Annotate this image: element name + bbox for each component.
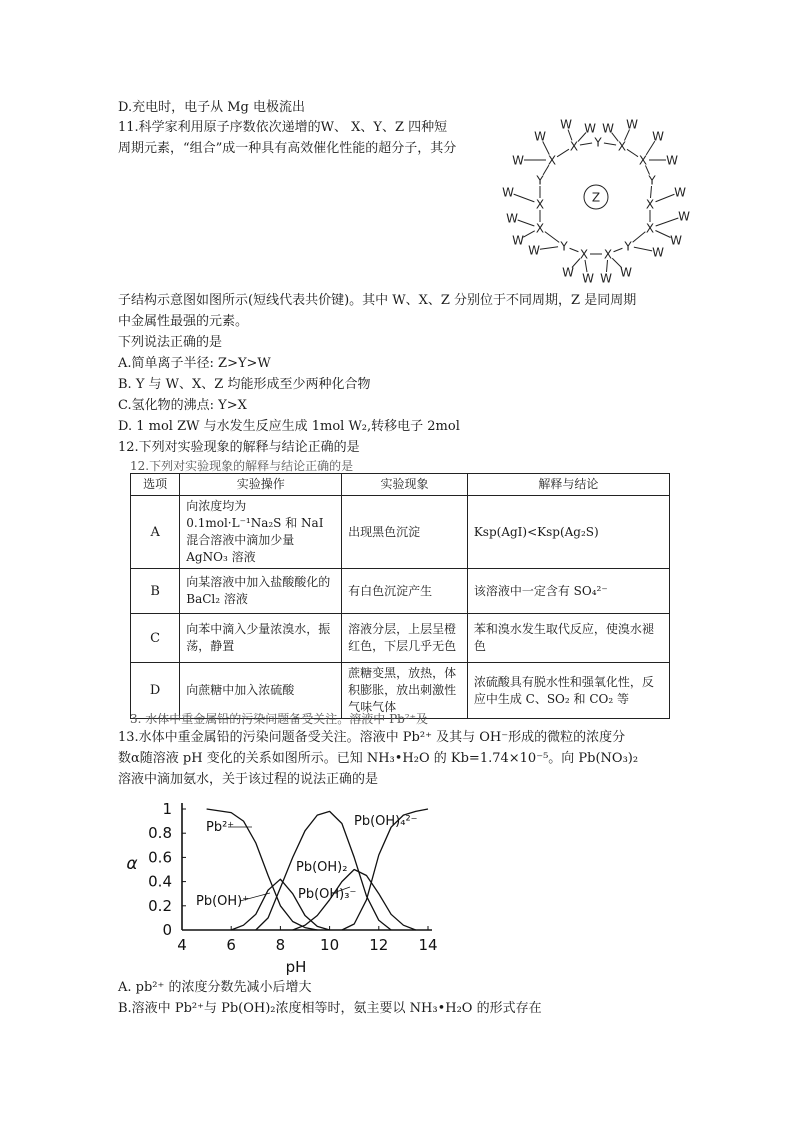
atom-x-label: X (569, 139, 579, 154)
row-phenomenon: 有白色沉淀产生 (342, 569, 468, 614)
row-phenomenon: 溶液分层，上层呈橙红色，下层几乎无色 (342, 614, 468, 663)
atom-w-label: W (584, 121, 596, 136)
table-header-row (131, 474, 670, 496)
row-option: D (131, 663, 180, 719)
q11-option-a: A.简单离子半径: Z>Y>W (118, 356, 271, 371)
bond-line (656, 218, 679, 226)
bond-line (518, 220, 535, 226)
series-label: Pb²⁺ (206, 820, 235, 835)
y-tick-label: 1 (162, 800, 172, 818)
q10-option-d: D.充电时，电子从 Mg 电极流出 (118, 100, 305, 115)
series-label: Pb(OH)₂ (296, 860, 348, 875)
q13-stem-line3: 溶液中滴加氨水，关于该过程的说法正确的是 (118, 772, 379, 787)
atom-y-label: Y (648, 173, 656, 188)
atom-x-label: X (535, 197, 545, 212)
atom-w-label: W (502, 185, 514, 200)
header-conclusion: 解释与结论 (467, 474, 669, 496)
atom-w-label: W (670, 233, 682, 248)
series-label: Pb(OH)₃⁻ (298, 887, 357, 902)
y-axis-label: α (126, 854, 138, 874)
atom-w-label: W (600, 271, 612, 286)
series-label: Pb(OH)₄²⁻ (354, 814, 418, 829)
atom-w-label: W (620, 265, 632, 280)
atom-w-label: W (652, 245, 664, 260)
bond-line (604, 143, 616, 145)
q13-option-a: A. pb²⁺ 的浓度分数先减小后增大 (118, 980, 312, 995)
row-conclusion: 浓硫酸具有脱水性和强氧化性，反应中生成 C、SO₂ 和 CO₂ 等 (467, 663, 669, 719)
q11-option-c: C.氢化物的沸点: Y>X (118, 398, 247, 413)
bond-line (634, 247, 652, 251)
atom-w-label: W (562, 265, 574, 280)
header-phenomenon: 实验现象 (342, 474, 468, 496)
atom-z-label: Z (591, 190, 601, 205)
atom-x-label: X (535, 221, 545, 236)
atom-x-label: X (638, 153, 648, 168)
row-operation: 向某溶液中加入盐酸酸化的 BaCl₂ 溶液 (180, 569, 342, 614)
atom-x-label: X (603, 247, 613, 262)
q13-stem-line2: 数α随溶液 pH 变化的关系如图所示。已知 NH₃•H₂O 的 Kb=1.74×10⁻⁵。向 Pb(NO₃)₂ (118, 751, 639, 766)
y-tick-label: 0.6 (148, 848, 172, 867)
bond-line (570, 248, 579, 252)
atom-w-label: W (678, 209, 690, 224)
series-label: Pb(OH)⁺ (196, 894, 250, 909)
atom-y-label: Y (536, 173, 544, 188)
table-row (131, 614, 670, 663)
row-conclusion: Ksp(AgI)<Ksp(Ag₂S) (467, 496, 669, 569)
atom-w-label: W (506, 211, 518, 226)
q11-stem-line4: 中金属性最强的元素。 (118, 314, 249, 329)
row-option: B (131, 569, 180, 614)
table-cut-bottom-text: 3. 水体中重金属铅的污染问题备受关注。溶液中 Pb²⁺及 (130, 712, 428, 726)
header-operation: 实验操作 (180, 474, 342, 496)
q11-prompt: 下列说法正确的是 (118, 335, 223, 350)
bond-line (585, 260, 587, 272)
bond-line (656, 194, 675, 202)
atom-w-label: W (582, 271, 594, 286)
atom-w-label: W (674, 185, 686, 200)
x-tick-label: 6 (226, 936, 236, 954)
bond-line (627, 149, 638, 156)
atom-w-label: W (512, 153, 524, 168)
row-conclusion: 该溶液中一定含有 SO₄²⁻ (467, 569, 669, 614)
table-row (131, 496, 670, 569)
bond-line (614, 248, 623, 252)
row-option: C (131, 614, 180, 663)
x-tick-label: 12 (369, 936, 389, 954)
atom-y-label: Y (594, 135, 602, 150)
y-tick-label: 0.4 (148, 872, 172, 891)
atom-w-label: W (652, 129, 664, 144)
bond-line (580, 143, 592, 145)
q13-option-b: B.溶液中 Pb²⁺与 Pb(OH)₂浓度相等时，氨主要以 NH₃•H₂O 的形式存在 (118, 1001, 542, 1016)
bond-line (655, 231, 670, 238)
atom-w-label: W (512, 233, 524, 248)
table-cut-top-text: 12.下列对实验现象的解释与结论正确的是 (130, 459, 354, 473)
supramolecule-diagram (500, 112, 700, 284)
y-tick-label: 0.8 (148, 824, 172, 843)
bond-line (633, 232, 646, 242)
q11-stem-line1: 11.科学家利用原子序数依次递增的W、 X、Y、Z 四种短 (118, 120, 448, 135)
row-conclusion: 苯和溴水发生取代反应，使溴水褪色 (467, 614, 669, 663)
atom-y-label: Y (560, 239, 568, 254)
x-tick-label: 10 (320, 936, 340, 954)
row-operation: 向苯中滴入少量浓溴水，振荡，静置 (180, 614, 342, 663)
row-operation: 向蔗糖中加入浓硫酸 (180, 663, 342, 719)
atom-x-label: X (579, 247, 589, 262)
y-tick-label: 0 (162, 921, 172, 939)
pb-species-chart (124, 797, 440, 975)
x-axis-label: pH (285, 958, 307, 976)
x-tick-label: 4 (177, 936, 187, 954)
experiment-table (130, 473, 670, 726)
atom-w-label: W (666, 153, 678, 168)
atom-w-label: W (534, 129, 546, 144)
y-tick-label: 0.2 (148, 896, 172, 915)
bond-line (557, 149, 569, 157)
atom-x-label: X (645, 221, 655, 236)
bond-line (540, 247, 558, 249)
q13-stem-line1: 13.水体中重金属铅的污染问题备受关注。溶液中 Pb²⁺ 及其与 OH⁻形成的微粒的浓度分 (118, 730, 626, 745)
q12-stem: 12.下列对实验现象的解释与结论正确的是 (118, 440, 360, 455)
q11-stem-line3: 子结构示意图如图所示(短线代表共价键)。其中 W、X、Z 分别位于不同周期，Z 是同周期 (118, 293, 637, 308)
table-row (131, 569, 670, 614)
atom-w-label: W (528, 243, 540, 258)
bond-line (650, 186, 651, 198)
atom-x-label: X (617, 139, 627, 154)
atom-x-label: X (645, 197, 655, 212)
row-phenomenon: 蔗糖变黑，放热，体积膨胀，放出刺激性气味气体 (342, 663, 468, 719)
q11-stem-line2: 周期元素，“组合”成一种具有高效催化性能的超分子，其分 (118, 141, 457, 156)
q11-option-b: B. Y 与 W、X、Z 均能形成至少两种化合物 (118, 377, 371, 392)
atom-x-label: X (547, 153, 557, 168)
header-option: 选项 (131, 474, 180, 496)
bond-line (514, 194, 535, 202)
atom-w-label: W (560, 117, 572, 132)
bond-line (523, 231, 534, 237)
atom-w-label: W (602, 121, 614, 136)
bond-line (545, 232, 559, 243)
row-operation: 向浓度均为 0.1mol·L⁻¹Na₂S 和 NaI 混合溶液中滴加少量 AgNO₃ 溶液 (180, 496, 342, 569)
atom-y-label: Y (624, 239, 632, 254)
atom-w-label: W (626, 117, 638, 132)
row-phenomenon: 出现黑色沉淀 (342, 496, 468, 569)
bond-line (606, 260, 607, 272)
x-tick-label: 14 (418, 936, 438, 954)
x-tick-label: 8 (275, 936, 286, 954)
q11-option-d: D. 1 mol ZW 与水发生反应生成 1mol W₂,转移电子 2mol (118, 419, 460, 434)
row-option: A (131, 496, 180, 569)
